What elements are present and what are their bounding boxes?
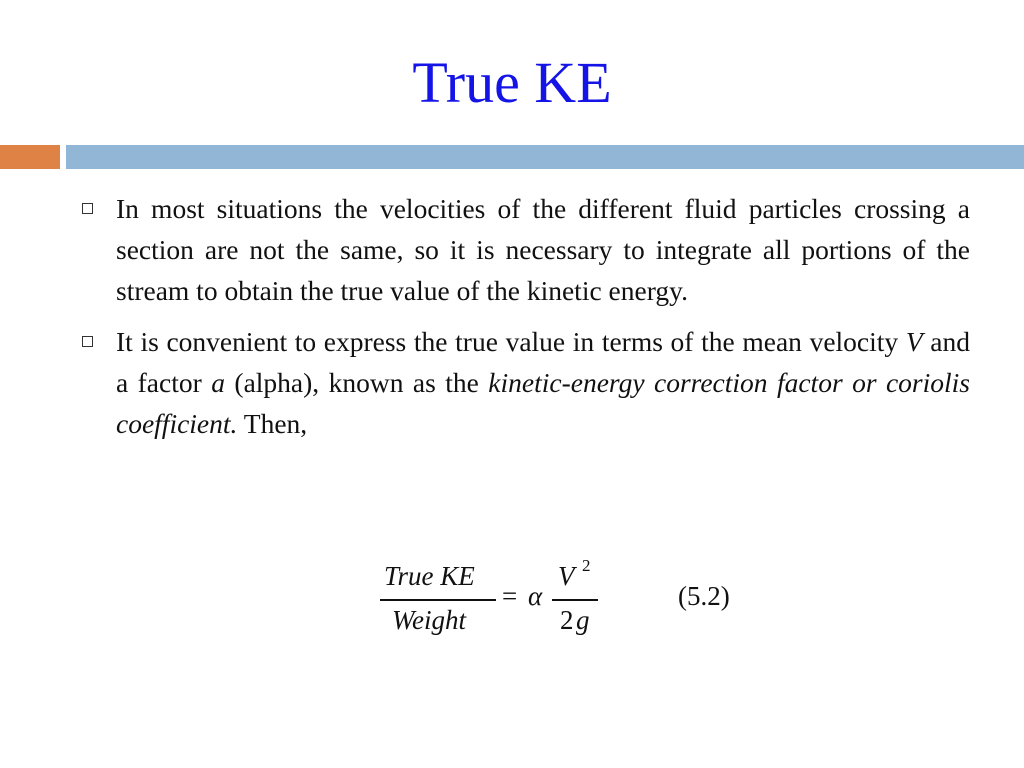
equation xyxy=(380,555,760,645)
variable-v: V xyxy=(905,326,923,357)
bullet-text-part: and a factor xyxy=(116,326,970,398)
alpha-symbol: α xyxy=(528,581,543,611)
rhs-denominator-coef: 2 xyxy=(560,605,574,635)
rhs-numerator-exponent: 2 xyxy=(582,556,591,575)
bullet-text-part: Then, xyxy=(237,408,308,439)
rhs-fraction-line xyxy=(552,599,598,601)
lhs-denominator: Weight xyxy=(392,605,466,635)
accent-bar-blue xyxy=(66,145,1024,169)
bullet-item xyxy=(80,321,970,444)
variable-a: a xyxy=(211,367,225,398)
equation-number: (5.2) xyxy=(678,581,730,611)
slide-title: True KE xyxy=(412,50,612,115)
bullet-item xyxy=(80,188,970,311)
square-bullet-icon xyxy=(82,336,93,347)
bullet-list xyxy=(80,188,970,454)
bullet-text-part: It is convenient to express the true value in terms of the mean velocity xyxy=(116,326,906,357)
lhs-numerator: True KE xyxy=(384,561,475,591)
bullet-text: In most situations the velocities of the different fluid particles crossing a section are not the same, so it is necessary to integrate all portions of the stream to obtain the true value of the kinetic energy. xyxy=(116,193,970,306)
bullet-text-part: (alpha), known as the xyxy=(224,367,489,398)
lhs-fraction-line xyxy=(380,599,496,601)
equals-sign: = xyxy=(502,581,518,611)
accent-bar-orange xyxy=(0,145,60,169)
rhs-numerator-var: V xyxy=(558,561,575,591)
rhs-denominator-var: g xyxy=(576,605,590,635)
square-bullet-icon xyxy=(82,203,93,214)
emphasized-term: kinetic-energy correction factor or coriolis coefficient. xyxy=(116,367,971,439)
